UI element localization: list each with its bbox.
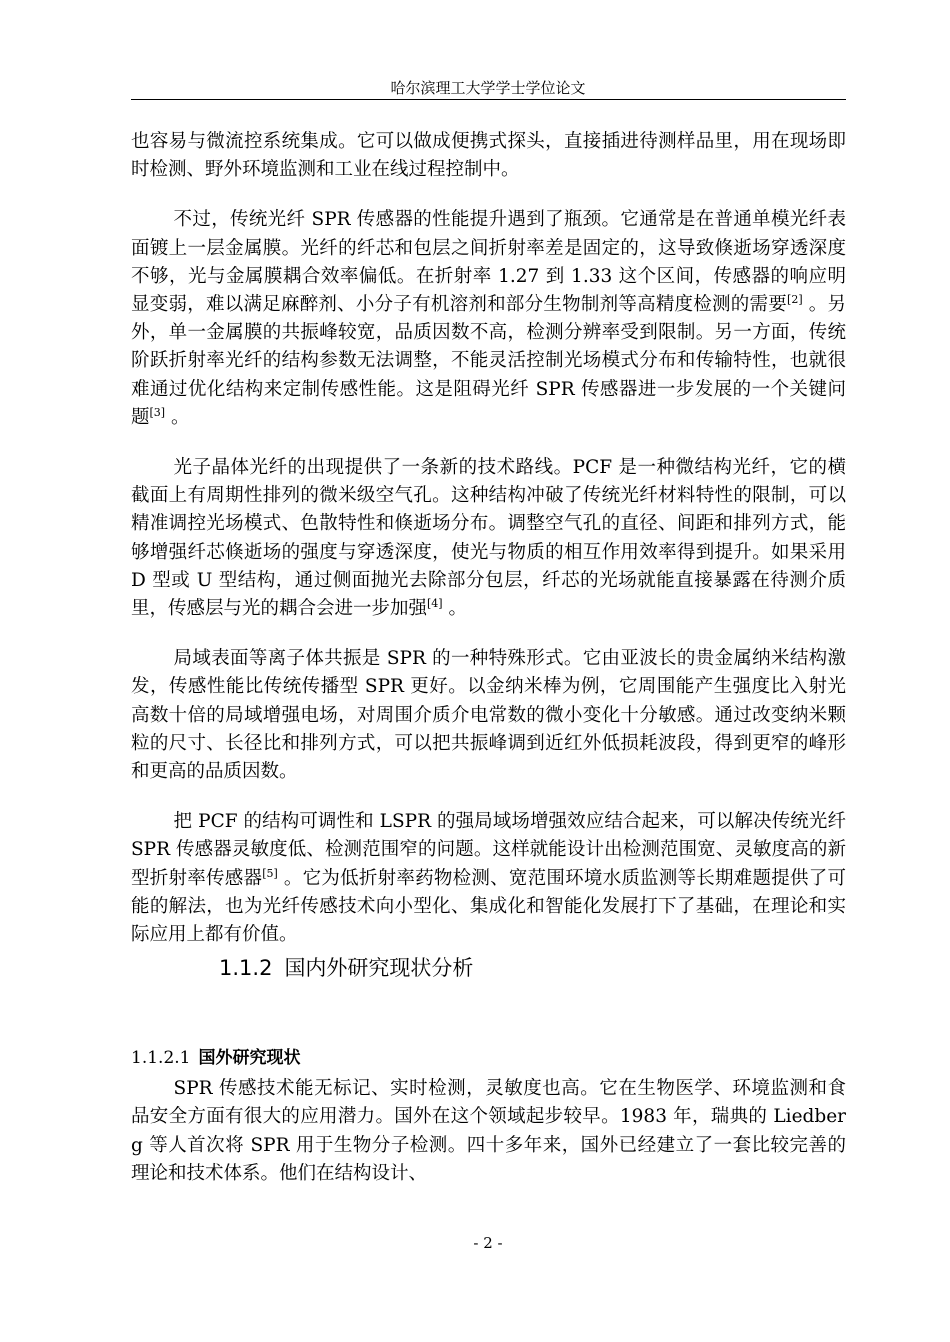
paragraph-text: 也容易与微流控系统集成。它可以做成便携式探头，直接插进待测样品里，用在现场即时检测、野外环境监测和工业在线过程控制中。 — [131, 131, 846, 181]
paragraph-text: 把 PCF 的结构可调性和 LSPR 的强局域场增强效应结合起来，可以解决传统光纤 SPR 传感器灵敏度低、检测范围窄的问题。这样就能设计出检测范围宽、灵敏度高的新型折射率传感器 — [131, 811, 846, 889]
paragraph-text: SPR 传感技术能无标记、实时检测，灵敏度也高。它在生物医学、环境监测和食品安全方面有很大的应用潜力。国外在这个领域起步较早。1983 年，瑞典的 Liedberg 等人首次将 SPR 用于生物分子检测。四十多年来，国外已经建立了一套比较完善的理论和技术体系。他们在结构设计、 — [131, 1078, 846, 1184]
paragraph-pcf-lspr-combination — [131, 808, 846, 949]
section-number: 1.1.2 — [219, 956, 273, 981]
paragraph-text: 不过，传统光纤 SPR 传感器的性能提升遇到了瓶颈。它通常是在普通单模光纤表面镀上一层金属膜。光纤的纤芯和包层之间折射率差是固定的，这导致倏逝场穿透深度不够，光与金属膜耦合效率偏低。在折射率 1.27 到 1.33 这个区间，传感器的响应明显变弱，难以满足麻醉剂、小分子有机溶剂和部分生物制剂等高精度检测的需要 — [131, 209, 846, 316]
paragraph-text: 。 — [442, 598, 467, 620]
paragraph-text: 。另外，单一金属膜的共振峰较宽，品质因数不高，检测分辨率受到限制。另一方面，传统阶跃折射率光纤的结构参数无法调整，不能灵活控制光场模式分布和传输特性，也就很难通过优化结构来定制传感性能。这是阻碍光纤 SPR 传感器进一步发展的一个关键问题 — [131, 294, 846, 428]
paragraph-text: 光子晶体光纤的出现提供了一条新的技术路线。PCF 是一种微结构光纤，它的横截面上有周期性排列的微米级空气孔。这种结构冲破了传统光纤材料特性的限制，可以精准调控光场模式、色散特性和倏逝场分布。调整空气孔的直径、间距和排列方式，能够增强纤芯倏逝场的强度与穿透深度，使光与物质的相互作用效率得到提升。如果采用 D 型或 U 型结构，通过侧面抛光去除部分包层，纤芯的光场就能直接暴露在待测介质里，传感层与光的耦合会进一步加强 — [131, 457, 846, 620]
paragraph-fiber-spr-bottleneck — [131, 206, 846, 432]
citation-ref: [4] — [427, 597, 443, 611]
paragraph-text: 。 — [165, 406, 190, 428]
citation-ref: [2] — [787, 293, 803, 307]
running-header: 哈尔滨理工大学学士学位论文 — [390, 79, 586, 97]
document-body — [131, 128, 846, 1188]
section-title: 国内外研究现状分析 — [284, 956, 474, 981]
subsection-title: 国外研究现状 — [198, 1048, 301, 1069]
paragraph-text: 局域表面等离子体共振是 SPR 的一种特殊形式。它由亚波长的贵金属纳米结构激发，传感性能比传统传播型 SPR 更好。以金纳米棒为例，它周围能产生强度比入射光高数十倍的局域增强电场，对周围介质介电常数的微小变化十分敏感。通过改变纳米颗粒的尺寸、长径比和排列方式，可以把共振峰调到近红外低损耗波段，得到更窄的峰形和更高的品质因数。 — [131, 648, 846, 783]
header-divider — [131, 99, 846, 100]
section-heading-1-1-2 — [131, 953, 846, 983]
page-number: - 2 - — [473, 1234, 503, 1252]
subsection-heading-1-1-2-1 — [131, 1045, 846, 1071]
paragraph-lspr — [131, 645, 846, 786]
paragraph-text: 。它为低折射率药物检测、宽范围环境水质监测等长期难题提供了可能的解法，也为光纤传感技术向小型化、集成化和智能化发展打下了基础，在理论和实际应用上都有价值。 — [131, 867, 846, 946]
citation-ref: [3] — [149, 405, 166, 419]
citation-ref: [5] — [262, 866, 278, 880]
paragraph-foreign-research — [131, 1075, 846, 1188]
paragraph-pcf — [131, 454, 846, 623]
subsection-number: 1.1.2.1 — [131, 1048, 191, 1069]
paragraph-continuation — [131, 128, 846, 184]
